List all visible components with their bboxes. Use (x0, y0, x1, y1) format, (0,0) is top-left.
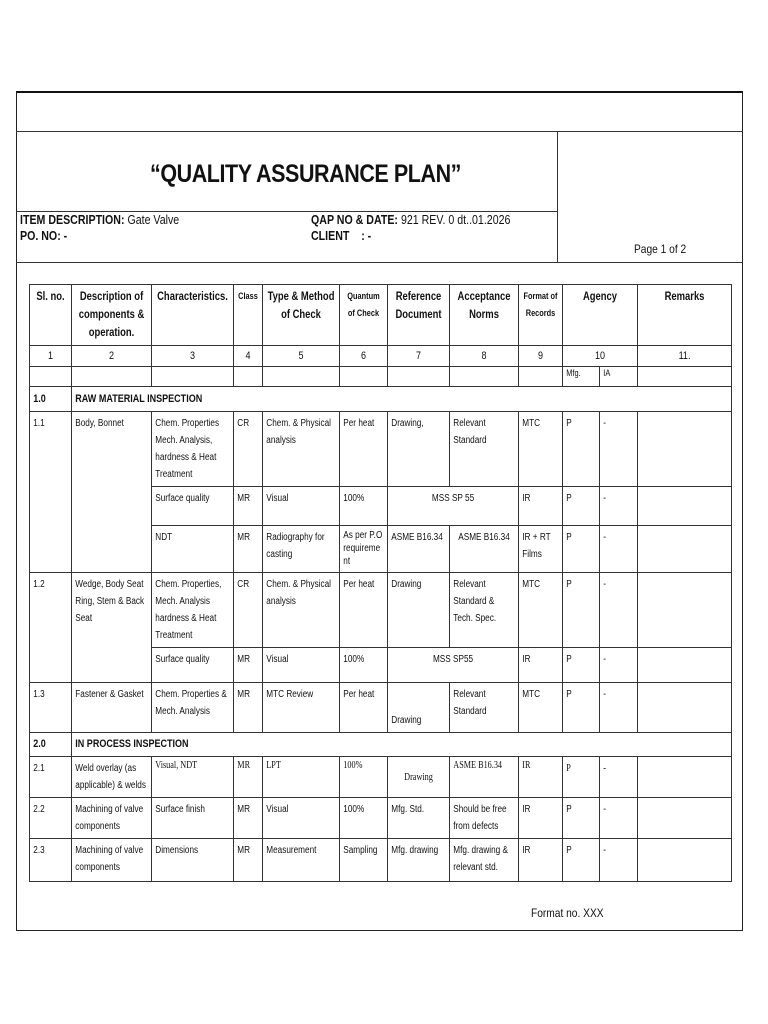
row-characteristics: Surface finish (155, 804, 205, 815)
row-format: IR + RT Films (522, 532, 551, 560)
qap-value: 921 REV. 0 dt..01.2026 (400, 213, 511, 227)
row-class: MR (237, 804, 251, 815)
qap-label: QAP NO & DATE: (311, 213, 398, 227)
row-format: IR (522, 493, 531, 504)
footer-format-number: Format no. XXX (531, 906, 604, 920)
client (311, 229, 371, 243)
table-row (30, 798, 732, 839)
row-agency-ia: - (603, 689, 607, 700)
qap-table (29, 284, 732, 882)
client-value: : - (361, 229, 372, 243)
row-agency-mfg: P (566, 532, 572, 543)
row-number: 2.2 (33, 804, 45, 815)
row-format: IR (522, 654, 531, 665)
row-number: 2.3 (33, 845, 45, 856)
section-number: 1.0 (33, 392, 46, 405)
col-num: 9 (537, 350, 544, 362)
row-reference: Drawing (391, 579, 422, 590)
row-class: MR (237, 654, 251, 665)
header-vertical-divider (557, 131, 558, 262)
row-reference-acceptance: MSS SP55 (432, 654, 474, 665)
row-class: CR (237, 579, 250, 590)
header-type-method: Type & Method of Check (267, 291, 335, 321)
row-characteristics: Chem. Properties & Mech. Analysis (155, 689, 227, 717)
row-agency-mfg: P (566, 763, 571, 774)
row-reference-acceptance: MSS SP 55 (431, 493, 475, 504)
agency-ia: IA (603, 368, 611, 378)
col-num: 11. (678, 350, 691, 362)
row-method: Visual (266, 804, 289, 815)
row-agency-ia: - (603, 804, 607, 815)
row-characteristics: Chem. Properties, Mech. Analysis hardness & Heat Treatment (155, 579, 222, 641)
po-number (20, 229, 67, 243)
row-reference: ASME B16.34 (391, 532, 443, 543)
row-number: 1.3 (33, 689, 45, 700)
row-agency-mfg: P (566, 804, 572, 815)
section-row-raw-material (30, 387, 732, 412)
row-agency-ia: - (603, 493, 607, 504)
section-row-in-process (30, 733, 732, 757)
row-method: Chem. & Physical analysis (266, 418, 331, 446)
row-number: 2.1 (33, 763, 45, 774)
row-acceptance: Mfg. drawing & relevant std. (453, 845, 508, 873)
item-description (20, 213, 179, 227)
row-method: Radiography for casting (266, 532, 325, 560)
section-title: IN PROCESS INSPECTION (75, 738, 189, 750)
col-num: 3 (190, 350, 196, 362)
row-characteristics: NDT (155, 532, 173, 543)
row-quantum: Sampling (343, 845, 378, 856)
col-num: 7 (415, 350, 422, 362)
row-acceptance: ASME B16.34 (458, 532, 510, 543)
row-class: CR (237, 418, 250, 429)
document-title: “QUALITY ASSURANCE PLAN” (150, 160, 462, 188)
table-row (30, 757, 732, 798)
client-label: CLIENT (311, 229, 350, 243)
row-reference: Mfg. Std. (391, 804, 425, 815)
row-method: Measurement (266, 845, 317, 856)
row-description: Machining of valve components (75, 845, 144, 873)
row-agency-mfg: P (566, 493, 572, 504)
col-num: 1 (47, 350, 54, 362)
col-num: 5 (298, 350, 304, 362)
row-class: MR (237, 845, 251, 856)
row-format: MTC (522, 689, 541, 700)
row-format: IR (522, 845, 531, 856)
header-reference: Reference Document (395, 291, 442, 321)
row-quantum: 100% (343, 654, 365, 665)
row-number: 1.1 (33, 418, 45, 429)
row-quantum: 100% (343, 760, 363, 771)
agency-sub-row (30, 367, 732, 387)
table-row (30, 412, 732, 487)
header-divider-top (16, 131, 743, 132)
row-agency-ia: - (603, 845, 607, 856)
column-number-row (30, 346, 732, 367)
row-agency-ia: - (603, 654, 607, 665)
row-characteristics: Surface quality (155, 493, 210, 504)
row-quantum: Per heat (343, 689, 375, 700)
row-agency-mfg: P (566, 654, 572, 665)
row-characteristics: Dimensions (155, 845, 199, 856)
col-num: 8 (481, 350, 487, 362)
header-sl-no: Sl. no. (36, 291, 65, 303)
row-characteristics: Chem. Properties Mech. Analysis, hardness & Heat Treatment (155, 418, 220, 480)
row-reference: Drawing (404, 771, 433, 783)
row-method: Chem. & Physical analysis (266, 579, 331, 607)
row-format: MTC (522, 418, 541, 429)
row-acceptance: Relevant Standard (453, 418, 487, 446)
row-method: LPT (266, 760, 281, 771)
row-characteristics: Surface quality (155, 654, 210, 665)
row-format: IR (522, 760, 531, 771)
header-characteristics: Characteristics. (157, 291, 228, 303)
row-acceptance: Should be free from defects (453, 804, 507, 832)
row-quantum: 100% (343, 804, 365, 815)
col-num: 4 (245, 350, 251, 362)
row-quantum: As per P.O requirement (343, 530, 383, 567)
header-acceptance: Acceptance Norms (457, 291, 511, 321)
row-reference: Drawing (391, 715, 422, 726)
page-number: Page 1 of 2 (634, 242, 687, 256)
row-description: Fastener & Gasket (75, 689, 144, 700)
section-number: 2.0 (33, 738, 46, 750)
row-agency-mfg: P (566, 689, 572, 700)
row-method: Visual (266, 654, 289, 665)
row-description: Wedge, Body Seat Ring, Stem & Back Seat (75, 579, 145, 624)
row-method: MTC Review (266, 689, 314, 700)
header-description: Description of components & operation. (78, 291, 145, 339)
row-description: Body, Bonnet (75, 418, 124, 429)
row-agency-ia: - (603, 532, 607, 543)
row-description: Weld overlay (as applicable) & welds (75, 763, 146, 791)
row-quantum: Per heat (343, 579, 375, 590)
row-agency-ia: - (603, 418, 607, 429)
header-format: Format of Records (523, 291, 558, 318)
col-num: 10 (594, 350, 606, 362)
header-divider-bottom (16, 262, 743, 263)
row-agency-mfg: P (566, 418, 572, 429)
row-class: MR (237, 760, 251, 771)
row-agency-mfg: P (566, 845, 572, 856)
qap-number-date (311, 213, 510, 227)
item-description-value: Gate Valve (127, 213, 180, 227)
row-class: MR (237, 532, 251, 543)
row-quantum: Per heat (343, 418, 375, 429)
header-remarks: Remarks (664, 291, 705, 303)
header-quantum: Quantum of Check (347, 291, 380, 318)
row-agency-ia: - (603, 579, 607, 590)
row-characteristics: Visual, NDT (155, 760, 198, 771)
section-title: RAW MATERIAL INSPECTION (75, 392, 203, 405)
col-num: 6 (360, 350, 367, 362)
agency-mfg: Mfg. (566, 368, 581, 378)
table-row (30, 839, 732, 882)
table-row (30, 683, 732, 733)
row-agency-mfg: P (566, 579, 572, 590)
row-class: MR (237, 493, 251, 504)
row-reference: Mfg. drawing (391, 845, 439, 856)
row-acceptance: ASME B16.34 (453, 760, 503, 771)
row-number: 1.2 (33, 579, 45, 590)
header-divider-mid (16, 211, 557, 212)
row-acceptance: Relevant Standard (453, 689, 487, 717)
po-label: PO. NO: - (20, 229, 68, 243)
row-reference: Drawing, (391, 418, 424, 429)
row-class: MR (237, 689, 251, 700)
row-method: Visual (266, 493, 289, 504)
table-header-row (30, 285, 732, 346)
row-format: MTC (522, 579, 541, 590)
item-description-label: ITEM DESCRIPTION: (20, 213, 125, 227)
table-row (30, 573, 732, 648)
row-description: Machining of valve components (75, 804, 144, 832)
row-agency-ia: - (603, 763, 607, 774)
row-acceptance: Relevant Standard & Tech. Spec. (453, 579, 497, 624)
row-format: IR (522, 804, 531, 815)
row-quantum: 100% (343, 493, 365, 504)
header-agency: Agency (582, 291, 618, 303)
header-class: Class (238, 291, 258, 301)
col-num: 2 (109, 350, 115, 362)
